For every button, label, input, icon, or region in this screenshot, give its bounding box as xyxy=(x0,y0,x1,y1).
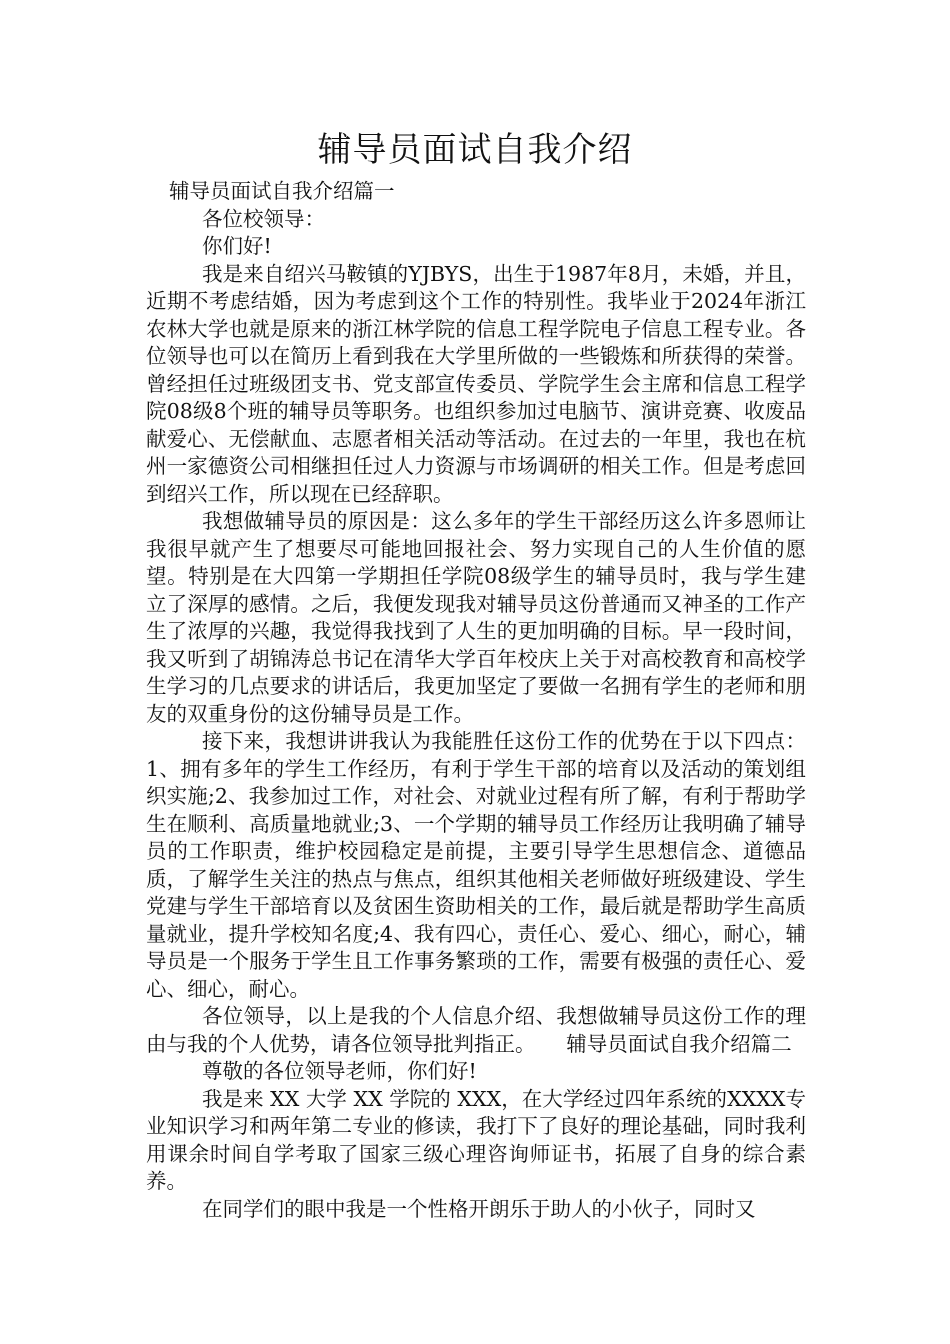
salutation: 各位校领导： xyxy=(202,206,325,231)
paragraph-intro: 我是来自绍兴马鞍镇的YJBYS，出生于1987年8月，未婚，并且，近期不考虑结婚，因为考虑到这个工作的特别性。我毕业于2024年浙江农林大学也就是原来的浙江林学院的信息工程学院电子信息工程专业。各位领导也可以在简历上看到我在大学里所做的一些锻炼和所获得的荣誉。曾经担任过班级团支书、党支部宣传委员、学院学生会主席和信息工程学院08级8个班的辅导员等职务。也组织参加过电脑节、演讲竞赛、收废品献爱心、无偿献血、志愿者相关活动等活动。在过去的一年里，我也在杭州一家德资公司相继担任过人力资源与市场调研的相关工作。但是考虑回到绍兴工作，所以现在已经辞职。 xyxy=(146,261,806,506)
paragraph-closing: 各位领导，以上是我的个人信息介绍、我想做辅导员这份工作的理由与我的个人优势，请各位领导批判指正。 辅导员面试自我介绍篇二 xyxy=(146,1004,806,1056)
document-body xyxy=(146,178,806,1223)
section-heading-1: 辅导员面试自我介绍篇一 xyxy=(169,179,395,203)
paragraph-reason: 我想做辅导员的原因是：这么多年的学生干部经历这么许多恩师让我很早就产生了想要尽可能地回报社会、努力实现自己的人生价值的愿望。特别是在大四第一学期担任学院08级学生的辅导员时，我与学生建立了深厚的感情。之后，我便发现我对辅导员这份普通而又神圣的工作产生了浓厚的兴趣，我觉得我找到了人生的更加明确的目标。早一段时间，我又听到了胡锦涛总书记在清华大学百年校庆上关于对高校教育和高校学生学习的几点要求的讲话后，我更加坚定了要做一名拥有学生的老师和朋友的双重身份的这份辅导员是工作。 xyxy=(146,509,806,726)
greeting: 你们好! xyxy=(202,234,272,258)
salutation-2: 尊敬的各位领导老师，你们好! xyxy=(202,1059,477,1083)
paragraph-advantages: 接下来，我想讲讲我认为我能胜任这份工作的优势在于以下四点：1、拥有多年的学生工作经历，有利于学生干部的培育以及活动的策划组织实施;2、我参加过工作，对社会、对就业过程有所了解，有利于帮助学生在顺利、高质量地就业;3、一个学期的辅导员工作经历让我明确了辅导员的工作职责，维护校园稳定是前提，主要引导学生思想信念、道德品质，了解学生关注的热点与焦点，组织其他相关老师做好班级建设、学生党建与学生干部培育以及贫困生资助相关的工作，最后就是帮助学生高质量就业，提升学校知名度;4、我有四心，责任心、爱心、细心，耐心，辅导员是一个服务于学生且工作事务繁琐的工作，需要有极强的责任心、爱心、细心，耐心。 xyxy=(146,729,806,1001)
paragraph-personality: 在同学们的眼中我是一个性格开朗乐于助人的小伙子，同时又 xyxy=(202,1196,756,1221)
paragraph-intro-2: 我是来 XX 大学 XX 学院的 XXX，在大学经过四年系统的XXXX专业知识学习和两年第二专业的修读，我打下了良好的理论基础，同时我利用课余时间自学考取了国家三级心理咨询师证书，拓展了自身的综合素养。 xyxy=(146,1086,806,1193)
document-title: 辅导员面试自我介绍 xyxy=(317,130,633,170)
